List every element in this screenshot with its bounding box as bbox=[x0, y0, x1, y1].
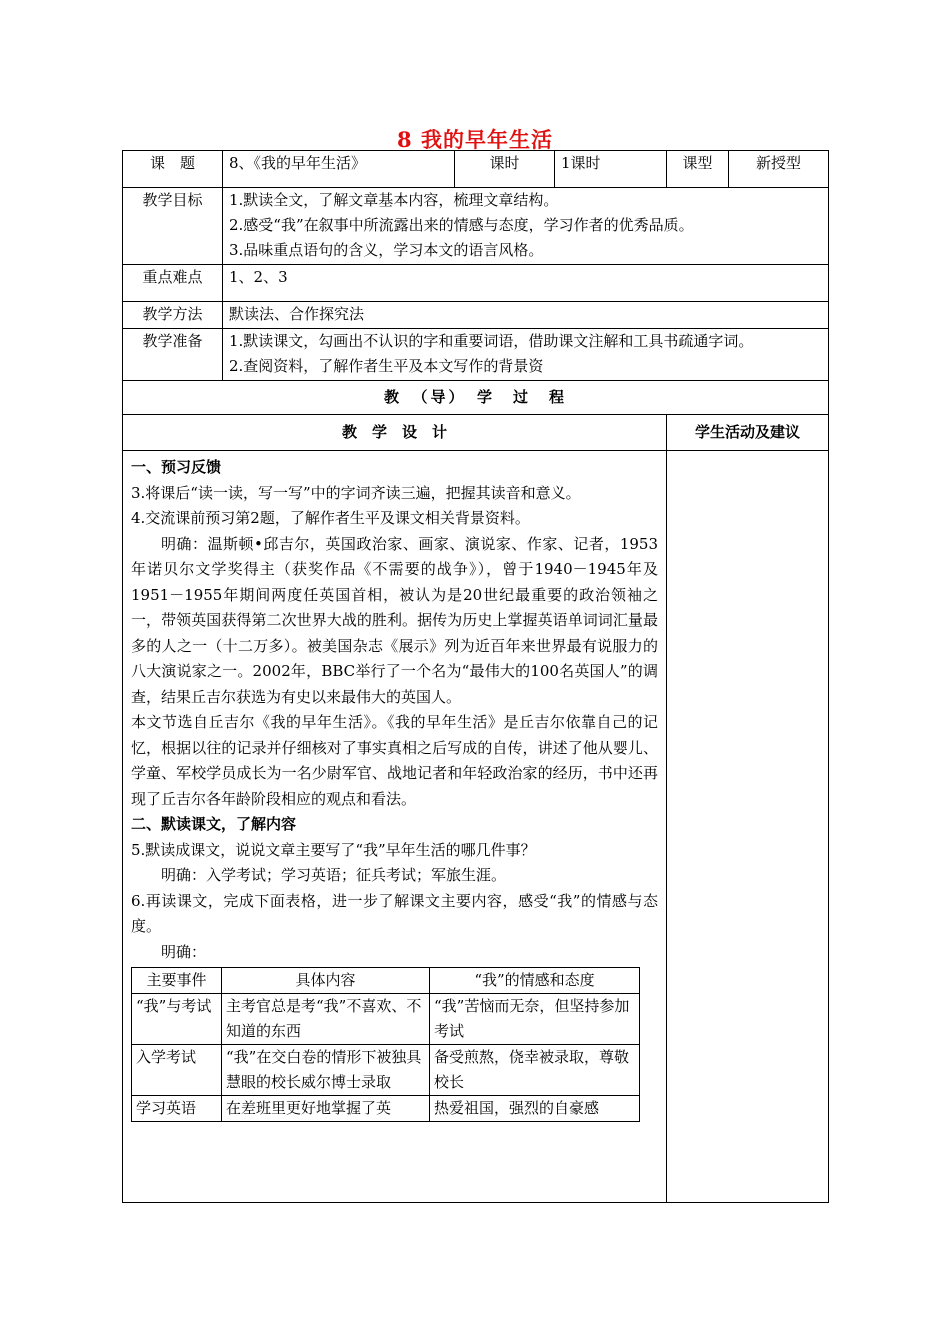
table-header: 具体内容 bbox=[222, 968, 430, 994]
goal-item: 3.品味重点语句的含义，学习本文的语言风格。 bbox=[229, 241, 544, 259]
paragraph: 本文节选自丘吉尔《我的早年生活》。《我的早年生活》是丘吉尔依靠自己的记忆，根据以往的记录并仔细核对了事实真相之后写成的自传，讲述了他从婴儿、学童、军校学员成长为一名少尉军官、战地记者和年轻政治家的经历，书中还再现了丘吉尔各年龄阶段相应的观点和看法。 bbox=[131, 713, 658, 808]
key-points-value: 1、2、3 bbox=[223, 265, 829, 302]
paragraph: 6.再读课文，完成下面表格，进一步了解课文主要内容，感受“我”的情感与态度。 bbox=[131, 891, 658, 935]
goals-row bbox=[123, 188, 829, 265]
method-row bbox=[123, 302, 829, 329]
prep-item: 1.默读课文，勾画出不认识的字和重要词语，借助课文注解和工具书疏通字词。 bbox=[229, 332, 754, 350]
process-header-row bbox=[123, 381, 829, 415]
table-row bbox=[132, 1096, 640, 1122]
paragraph: 3.将课后“读一读，写一写”中的字词齐读三遍，把握其读音和意义。 bbox=[131, 483, 581, 502]
design-header: 教 学 设 计 bbox=[123, 415, 667, 451]
table-cell: 热爱祖国，强烈的自豪感 bbox=[430, 1096, 640, 1122]
prep-row bbox=[123, 329, 829, 381]
activity-content bbox=[667, 451, 829, 1203]
paragraph: 明确： bbox=[161, 942, 207, 961]
table-cell: 入学考试 bbox=[132, 1045, 222, 1096]
table-cell: 主考官总是考“我”不喜欢、不知道的东西 bbox=[222, 994, 430, 1045]
method-value: 默读法、合作探究法 bbox=[223, 302, 829, 329]
paragraph: 5.默读成课文，说说文章主要写了“我”早年生活的哪几件事？ bbox=[131, 840, 536, 859]
method-label: 教学方法 bbox=[123, 302, 223, 329]
process-header: 教 （导） 学 过 程 bbox=[123, 381, 829, 415]
events-table bbox=[131, 967, 640, 1122]
goals-label: 教学目标 bbox=[123, 188, 223, 265]
paragraph: 4.交流课前预习第2题，了解作者生平及课文相关背景资料。 bbox=[131, 509, 530, 527]
key-points-row bbox=[123, 265, 829, 302]
table-cell: “我”与考试 bbox=[132, 994, 222, 1045]
prep-content bbox=[223, 329, 829, 381]
course-name: 8、《我的早年生活》 bbox=[223, 151, 455, 188]
table-row bbox=[132, 994, 640, 1045]
info-row bbox=[123, 151, 829, 188]
section-heading: 一、预习反馈 bbox=[131, 458, 222, 476]
events-header-row bbox=[132, 968, 640, 994]
hours-label: 课时 bbox=[455, 151, 555, 188]
prep-item: 2.查阅资料，了解作者生平及本文写作的背景资 bbox=[229, 357, 544, 375]
table-cell: 备受煎熬，侥幸被录取，尊敬校长 bbox=[430, 1045, 640, 1096]
paragraph: 明确：温斯顿•邱吉尔，英国政治家、画家、演说家、作家、记者，1953年诺贝尔文学奖得主（获奖作品《不需要的战争》），曾于1940－1945年及1951－1955年期间两度任英国首相，被认为是20世纪最重要的政治领袖之一，带领英国获得第二次世界大战的胜利。据传为历史上掌握英语单词词汇量最多的人之一（十二万多）。被美国杂志《展示》列为近百年来世界最有说服力的八大演说家之一。2002年，BBC举行了一个名为“最伟大的100名英国人”的调查，结果丘吉尔获选为有史以来最伟大的英国人。 bbox=[131, 534, 658, 706]
course-label: 课 题 bbox=[123, 151, 223, 188]
table-cell: 在差班里更好地掌握了英 bbox=[222, 1096, 430, 1122]
column-header-row bbox=[123, 415, 829, 451]
page-title: 8 我的早年生活 bbox=[397, 127, 553, 152]
section-heading: 二、默读课文，了解内容 bbox=[131, 815, 297, 833]
table-cell: “我”苦恼而无奈，但坚持参加考试 bbox=[430, 994, 640, 1045]
table-header: 主要事件 bbox=[132, 968, 222, 994]
design-row bbox=[123, 451, 829, 1203]
table-header: “我”的情感和态度 bbox=[430, 968, 640, 994]
design-content bbox=[123, 451, 667, 1203]
prep-label: 教学准备 bbox=[123, 329, 223, 381]
table-row bbox=[132, 1045, 640, 1096]
activity-header: 学生活动及建议 bbox=[667, 415, 829, 451]
hours-value: 1课时 bbox=[555, 151, 667, 188]
goal-item: 1.默读全文，了解文章基本内容，梳理文章结构。 bbox=[229, 191, 559, 209]
lesson-plan-table bbox=[122, 150, 829, 1203]
type-value: 新授型 bbox=[729, 151, 829, 188]
paragraph: 明确：入学考试；学习英语；征兵考试；军旅生涯。 bbox=[161, 866, 507, 884]
goals-content bbox=[223, 188, 829, 265]
key-points-label: 重点难点 bbox=[123, 265, 223, 302]
table-cell: “我”在交白卷的情形下被独具慧眼的校长威尔博士录取 bbox=[222, 1045, 430, 1096]
goal-item: 2.感受“我”在叙事中所流露出来的情感与态度，学习作者的优秀品质。 bbox=[229, 216, 694, 234]
table-cell: 学习英语 bbox=[132, 1096, 222, 1122]
type-label: 课型 bbox=[667, 151, 729, 188]
